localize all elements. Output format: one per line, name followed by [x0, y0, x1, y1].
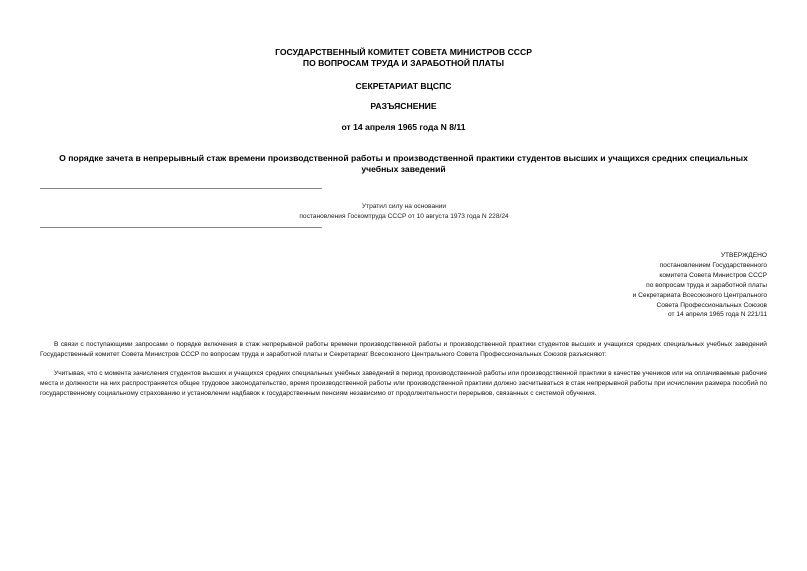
- approval-line-4: по вопросам труда и заработной платы: [646, 281, 767, 289]
- repeal-note-link[interactable]: постановления Госкомтруда СССР от 10 августа 1973 года N 228/24: [299, 213, 509, 220]
- approval-line-1: УТВЕРЖДЕНО: [720, 252, 767, 259]
- divider-bottom: [40, 227, 322, 228]
- document-type-heading: РАЗЪЯСНЕНИЕ: [370, 101, 437, 111]
- document-date-heading: от 14 апреля 1965 года N 8/11: [341, 122, 466, 132]
- body-paragraph-1: В связи с поступающими запросами о порядке включения в стаж непрерывной работы времени производственной работы и производственной практики студентов высших и учащихся средних специальных учебных заведений Государственный комитет Совета Министров СССР по вопросам труда и заработной платы и Секретариат Всесоюзного Центрального Совета Профессиональных Союзов разъясняют:: [40, 340, 767, 358]
- secretariat-heading: СЕКРЕТАРИАТ ВЦСПС: [355, 81, 452, 91]
- authority-line-1: ГОСУДАРСТВЕННЫЙ КОМИТЕТ СОВЕТА МИНИСТРОВ СССР: [275, 47, 532, 57]
- approval-line-3: комитета Совета Министров СССР: [659, 271, 767, 279]
- approval-line-6: Совета Профессиональных Союзов: [656, 301, 767, 309]
- body-paragraph-2: Учитывая, что с момента зачисления студентов высших и учащихся средних специальных учебных заведений в период производственной работы или производственной практики в качестве учеников или на оплачиваемые рабочие места и должности на них распространяется общее трудовое законодательство, время производственной работы или производственной практики должно засчитываться в стаж непрерывной работы при исчислении размера пособий по государственному социальному страхованию и установлении надбавок к государственным пенсиям независимо от продолжительности перерывов, связанных с системой обучения.: [40, 369, 767, 397]
- approval-block: [507, 251, 767, 320]
- approval-line-5: и Секретариата Всесоюзного Центрального: [632, 291, 767, 299]
- repeal-note: [260, 202, 548, 222]
- approval-line-2: постановлением Государственного: [659, 261, 767, 269]
- document-title: О порядке зачета в непрерывный стаж времени производственной работы и производственной практики студентов высших и учащихся средних специальных учебных заведений: [59, 153, 748, 174]
- issuing-authority: [0, 47, 807, 69]
- authority-line-2: ПО ВОПРОСАМ ТРУДА И ЗАРАБОТНОЙ ПЛАТЫ: [302, 58, 505, 68]
- approval-line-7: от 14 апреля 1965 года N 221/11: [667, 311, 767, 319]
- divider-top: [40, 188, 322, 189]
- repeal-note-line-1: Утратил силу на основании: [361, 203, 447, 210]
